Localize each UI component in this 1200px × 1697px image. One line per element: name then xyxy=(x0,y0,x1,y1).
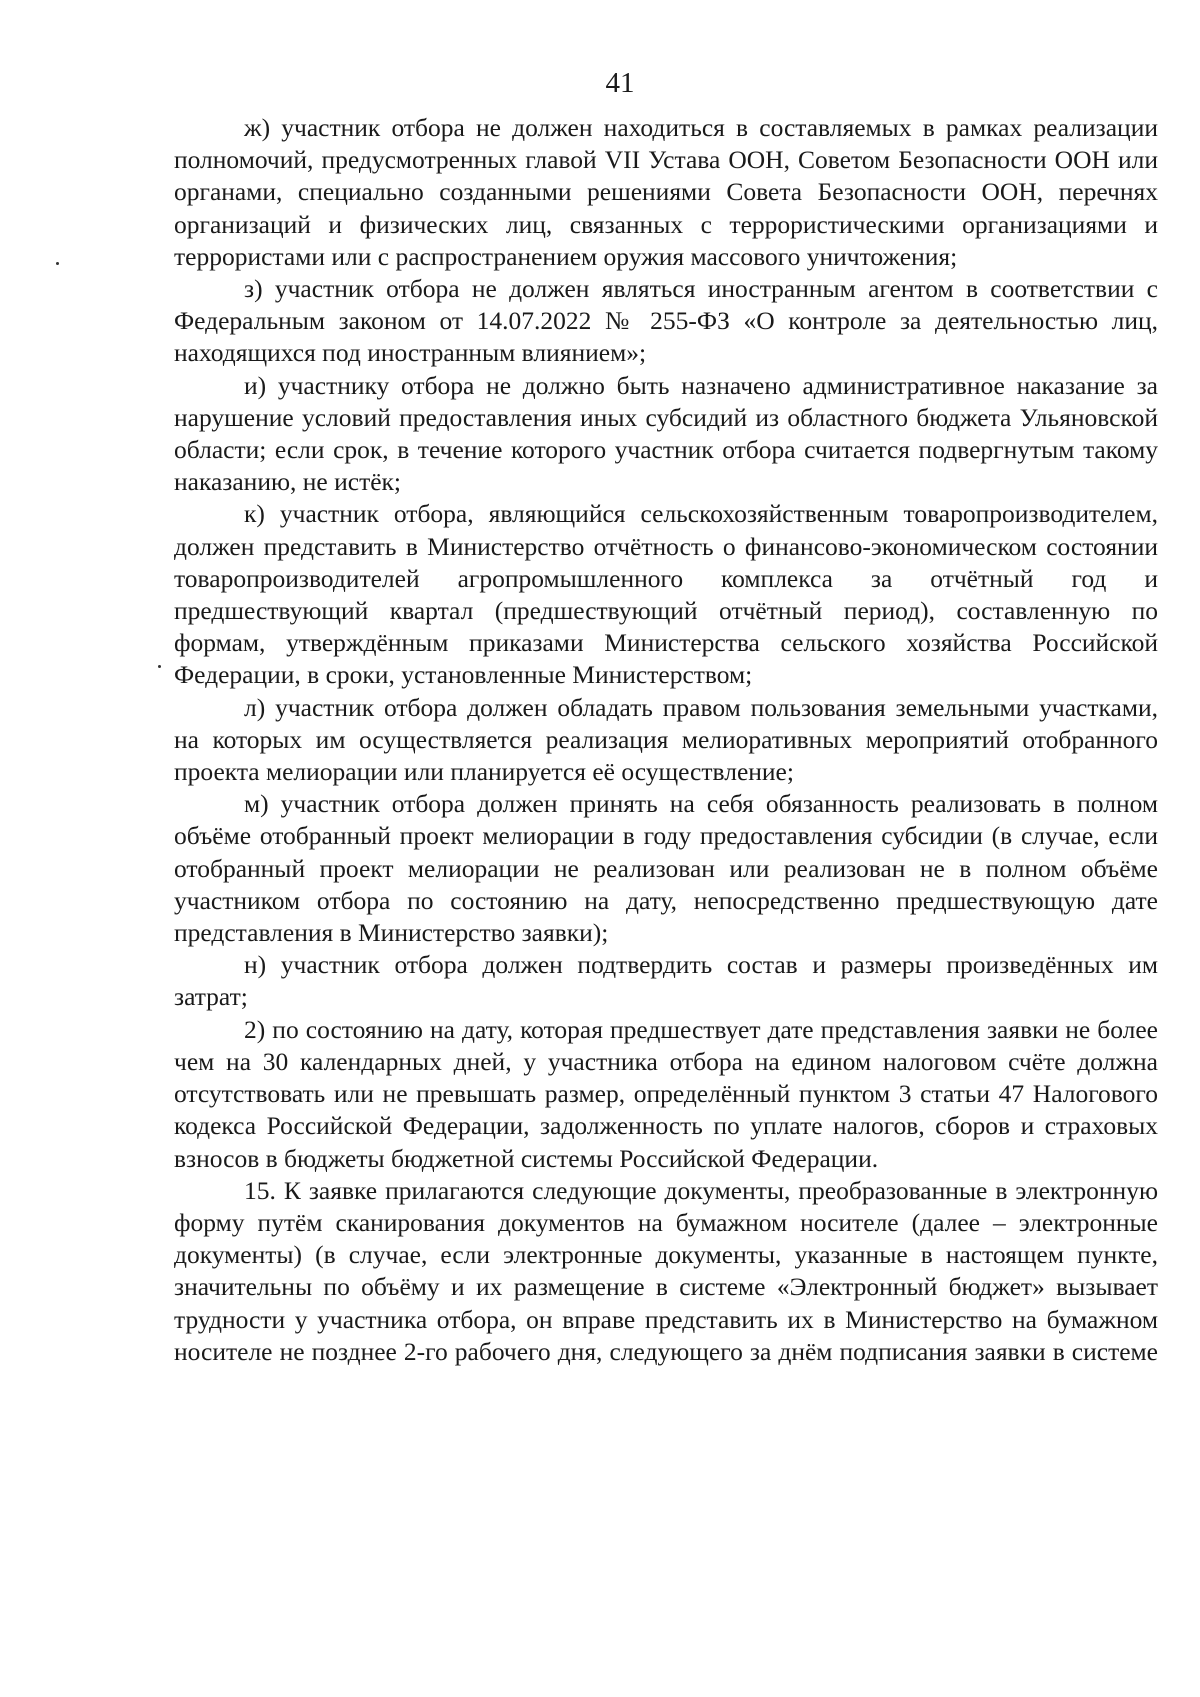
paragraph-i: и) участнику отбора не должно быть назначено административное наказание за нарушение условий предоставления иных субсидий из областного бюджета Ульяновской области; если срок, в течение которого участник отбора считается подвергнутым такому наказанию, не истёк; xyxy=(174,370,1158,497)
scan-speck xyxy=(158,665,161,668)
paragraph-k: к) участник отбора, являющийся сельскохозяйственным товаропроизводителем, должен представить в Министерство отчётность о финансово-экономическом состоянии товаропроизводителей агропромышленного комплекса за отчётный год и предшествующий квартал (предшествующий отчётный период), составленную по формам, утверждённым приказами Министерства сельского хозяйства Российской Федерации, в сроки, установленные Министерством; xyxy=(174,499,1158,690)
paragraph-2: 2) по состоянию на дату, которая предшествует дате представления заявки не более чем на 30 календарных дней, у участника отбора на едином налоговом счёте должна отсутствовать или не превышать размер, определённый пунктом 3 статьи 47 Налогового кодекса Российской Федерации, задолженность по уплате налогов, сборов и страховых взносов в бюджеты бюджетной системы Российской Федерации. xyxy=(174,1014,1158,1173)
paragraph-m: м) участник отбора должен принять на себя обязанность реализовать в полном объёме отобранный проект мелиорации в году предоставления субсидии (в случае, если отобранный проект мелиорации не реализован или реализован не в полном объёме участником отбора по состоянию на дату, непосредственно предшествующую дате представления в Министерство заявки); xyxy=(174,789,1158,948)
paragraph-zh: ж) участник отбора не должен находиться в составляемых в рамках реализации полномочий, предусмотренных главой VII Устава ООН, Советом Безопасности ООН или органами, специально созданными решениями Совета Безопасности ООН, перечнях организаций и физических лиц, связанных с террористическими организациями и террористами или с распространением оружия массового уничтожения; xyxy=(174,113,1158,271)
paragraph-n: н) участник отбора должен подтвердить состав и размеры произведённых им затрат; xyxy=(174,950,1158,1012)
page-number: 41 xyxy=(605,67,635,99)
scan-speck xyxy=(56,262,59,265)
paragraph-15: 15. К заявке прилагаются следующие документы, преобразованные в электронную форму путём сканирования документов на бумажном носителе (далее – электронные документы) (в случае, если электронные документы, указанные в настоящем пункте, значительны по объёму и их размещение в системе «Электронный бюджет» вызывает трудности у участника отбора, он вправе представить их в Министерство на бумажном носителе не позднее 2-го рабочего дня, следующего за днём подписания заявки в системе xyxy=(174,1175,1158,1366)
document-body xyxy=(174,112,1158,1368)
paragraph-l: л) участник отбора должен обладать правом пользования земельными участками, на которых им осуществляется реализация мелиоративных мероприятий отобранного проекта мелиорации или планируется её осуществление; xyxy=(174,692,1158,787)
paragraph-z: з) участник отбора не должен являться иностранным агентом в соответствии с Федеральным законом от 14.07.2022 № 255-ФЗ «О контроле за деятельностью лиц, находящихся под иностранным влиянием»; xyxy=(174,274,1158,368)
